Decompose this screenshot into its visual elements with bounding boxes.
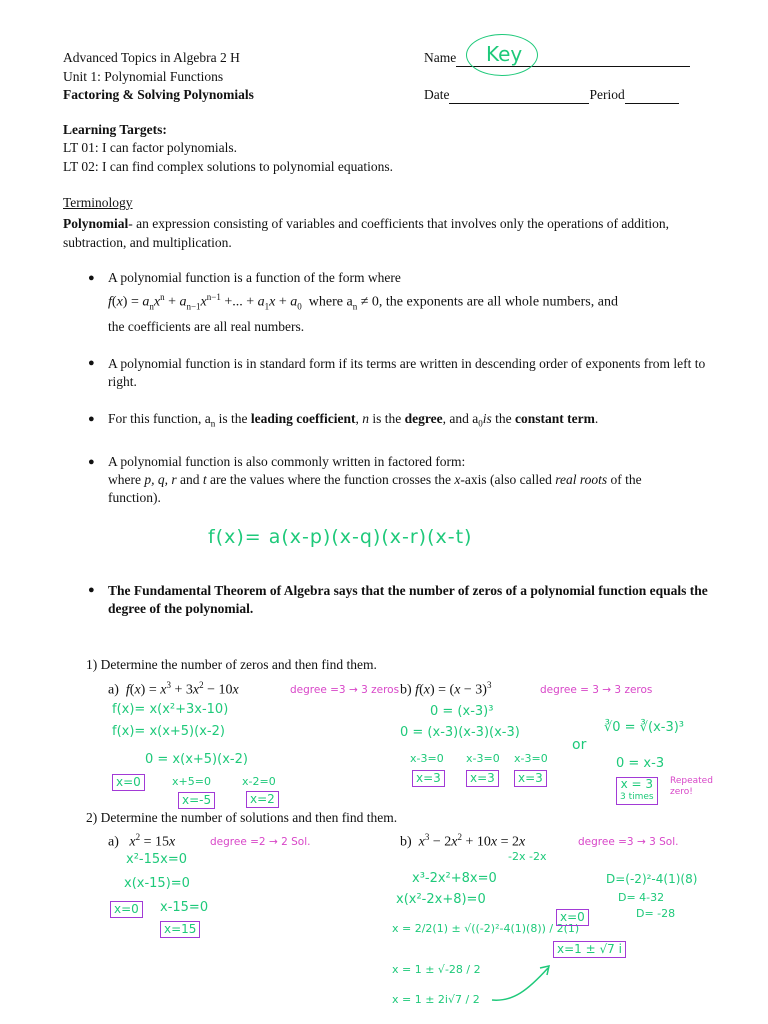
q1b-work-3a: x-3=0 <box>410 752 444 765</box>
q1a-work-4a: x+5=0 <box>172 775 211 788</box>
q1a-solution-1: x=0 <box>112 774 145 791</box>
b4-part: and <box>176 472 203 487</box>
period-label: Period <box>589 87 625 102</box>
question-1-prompt: 1) Determine the number of zeros and then find them. <box>86 657 377 672</box>
date-period-field[interactable] <box>424 87 679 104</box>
q1a-work-2: f(x)= x(x+5)(x-2) <box>112 724 225 739</box>
q1a-solution-2: x=-5 <box>178 792 215 809</box>
q1b-solution-3: x=3 <box>514 770 547 787</box>
bullet-dot: ● <box>88 584 95 596</box>
bullet-1-where: where a <box>308 294 353 310</box>
polynomial-term: Polynomial <box>63 216 129 231</box>
b4-pqr: p, q, r <box>144 472 177 487</box>
bullet-4-line3: function). <box>108 490 161 505</box>
b3-part: is the <box>215 411 251 426</box>
q1b-or: or <box>572 737 587 753</box>
q2a-work-2: x(x-15)=0 <box>124 876 190 891</box>
b4-part: of the <box>607 472 642 487</box>
q1a-degree-note: degree =3 → 3 zeros <box>290 684 400 696</box>
q1b-solution-1: x=3 <box>412 770 445 787</box>
q2b-work-4: x = 1 ± √-28 / 2 <box>392 963 481 976</box>
bullet-dot: ● <box>88 357 95 369</box>
learning-targets-heading: Learning Targets: <box>63 122 167 137</box>
q1b-work-2: 0 = (x-3)(x-3)(x-3) <box>400 725 520 740</box>
b4-part: where <box>108 472 145 487</box>
date-label: Date <box>424 87 450 102</box>
q2b-solution-2: x=1 ± √7 i <box>553 941 626 958</box>
q1b-work-3b: x-3=0 <box>466 752 500 765</box>
learning-target-1: LT 01: I can factor polynomials. <box>63 140 237 155</box>
unit-title: Unit 1: Polynomial Functions <box>63 69 224 84</box>
b4-part: are the values where the function crosses the <box>206 472 455 487</box>
name-label: Name <box>424 50 457 65</box>
learning-target-2: LT 02: I can find complex solutions to polynomial equations. <box>63 159 393 174</box>
bullet-4-line1: A polynomial function is also commonly written in factored form: <box>108 454 466 469</box>
q1a-work-4b: x-2=0 <box>242 775 276 788</box>
q1b-degree-note: degree = 3 → 3 zeros <box>540 684 653 696</box>
factored-form-handwritten: f(x)= a(x-p)(x-q)(x-r)(x-t) <box>208 526 473 548</box>
q2b-label: b) <box>400 834 412 850</box>
name-field[interactable] <box>424 50 690 67</box>
q2b-discriminant-2: D= 4-32 <box>618 891 665 904</box>
q2b-work-1: x³-2x²+8x=0 <box>412 871 497 886</box>
q1b-work-1: 0 = (x-3)³ <box>430 704 494 719</box>
b4-t: t <box>202 472 207 487</box>
q2b-work-3: x = 2/2(1) ± √((-2)²-4(1)(8)) / 2(1) <box>392 922 580 935</box>
b3-part: , <box>355 411 363 426</box>
q2a-work-1: x²-15x=0 <box>126 852 187 867</box>
q1b-alt-solution <box>616 777 658 805</box>
b3-is: is <box>482 411 492 426</box>
q2a-work-3: x-15=0 <box>160 900 209 915</box>
polynomial-definition <box>63 214 723 252</box>
q2b-discriminant-1: D=(-2)²-4(1)(8) <box>606 872 698 886</box>
b3-part: For this function, a <box>108 411 211 426</box>
q1b-equation: b) $f(x) = (x - 3)^3$ <box>400 680 492 698</box>
q1a-label: a) <box>108 682 119 698</box>
q1b-alt-2: 0 = x-3 <box>616 756 665 771</box>
b3-n: n <box>362 411 369 426</box>
b4-part: -axis (also called <box>460 472 556 487</box>
q1a-work-3: 0 = x(x+5)(x-2) <box>145 752 248 767</box>
q2b-work-2: x(x²-2x+8)=0 <box>396 892 486 907</box>
q2b-discriminant-3: D= -28 <box>636 907 676 920</box>
q2a-label: a) <box>108 834 119 850</box>
bullet-4-line2 <box>108 472 642 488</box>
bullet-3-text: For this function, $a_n$ is the leading coefficient, n is the degree, and $a_0is$ the constant term. <box>108 411 599 429</box>
q2b-equation: b) $x^3 - 2x^2 + 10x = 2x$ <box>400 832 526 850</box>
q1b-alt-solution-times: 3 times <box>620 792 654 802</box>
bullet-dot: ● <box>88 272 95 284</box>
q2b-solution-1: x=0 <box>556 909 589 926</box>
q2b-work-5: x = 1 ± 2i√7 / 2 <box>392 993 480 1006</box>
bullet-1-formula: $f(x) = a_nx^n + a_{n-1}x^{n-1}$ +... + $a_1x + a_0$ where $a_n \ne 0$, the exponents are all whole numbers, and <box>108 292 618 312</box>
q1a-equation: a) $f(x) = x^3 + 3x^2 - 10x$ <box>108 680 239 698</box>
b3-part: is the <box>368 411 405 426</box>
q1b-alt-1: ∛0 = ∛(x-3)³ <box>604 720 685 735</box>
q1b-repeated-note: Repeated zero! <box>670 776 713 797</box>
q1b-work-3c: x-3=0 <box>514 752 548 765</box>
q2a-degree-note: degree =2 → 2 Sol. <box>210 836 311 848</box>
q1a-solution-3: x=2 <box>246 791 279 808</box>
real-roots-term: real roots <box>555 472 608 487</box>
q2b-arrow <box>488 960 558 1005</box>
bullet-dot: ● <box>88 413 95 425</box>
q2b-subtract-note: -2x -2x <box>508 850 547 863</box>
q1a-work-1: f(x)= x(x²+3x-10) <box>112 702 229 717</box>
question-2-prompt: 2) Determine the number of solutions and then find them. <box>86 810 398 825</box>
bullet-1-intro: A polynomial function is a function of the form where <box>108 270 401 285</box>
q2a-equation: a) $x^2 = 15x$ <box>108 832 176 850</box>
b3-part: the <box>491 411 515 426</box>
b3-part: , and a <box>442 411 479 426</box>
topic-title: Factoring & Solving Polynomials <box>63 87 254 102</box>
leading-coefficient-term: leading coefficient <box>250 411 356 426</box>
bullet-1-rest: ≠ 0, the exponents are all whole numbers, and <box>357 294 618 310</box>
q2a-solution-2: x=15 <box>160 921 200 938</box>
name-value: Key <box>486 42 523 66</box>
q1b-alt-solution-value: x = 3 <box>620 777 654 791</box>
q1b-solution-2: x=3 <box>466 770 499 787</box>
constant-term: constant term <box>514 411 595 426</box>
degree-term: degree <box>404 411 443 426</box>
b4-x: x <box>454 472 461 487</box>
terminology-heading: Terminology <box>63 195 133 210</box>
course-title: Advanced Topics in Algebra 2 H <box>63 50 240 65</box>
bullet-2-text: A polynomial function is in standard form if its terms are written in descending order of exponents from left to right. <box>108 356 706 389</box>
q2b-degree-note: degree =3 → 3 Sol. <box>578 836 679 848</box>
polynomial-definition-text: - an expression consisting of variables and coefficients that involves only the operations of addition, subtraction, and multiplication. <box>63 216 670 250</box>
fundamental-theorem-text: The Fundamental Theorem of Algebra says that the number of zeros of a polynomial function equals the degree of the polynomial. <box>108 583 708 616</box>
q2a-solution-1: x=0 <box>110 901 143 918</box>
q1b-label: b) <box>400 682 412 698</box>
bullet-1-line3: the coefficients are all real numbers. <box>108 319 305 334</box>
bullet-dot: ● <box>88 456 95 468</box>
